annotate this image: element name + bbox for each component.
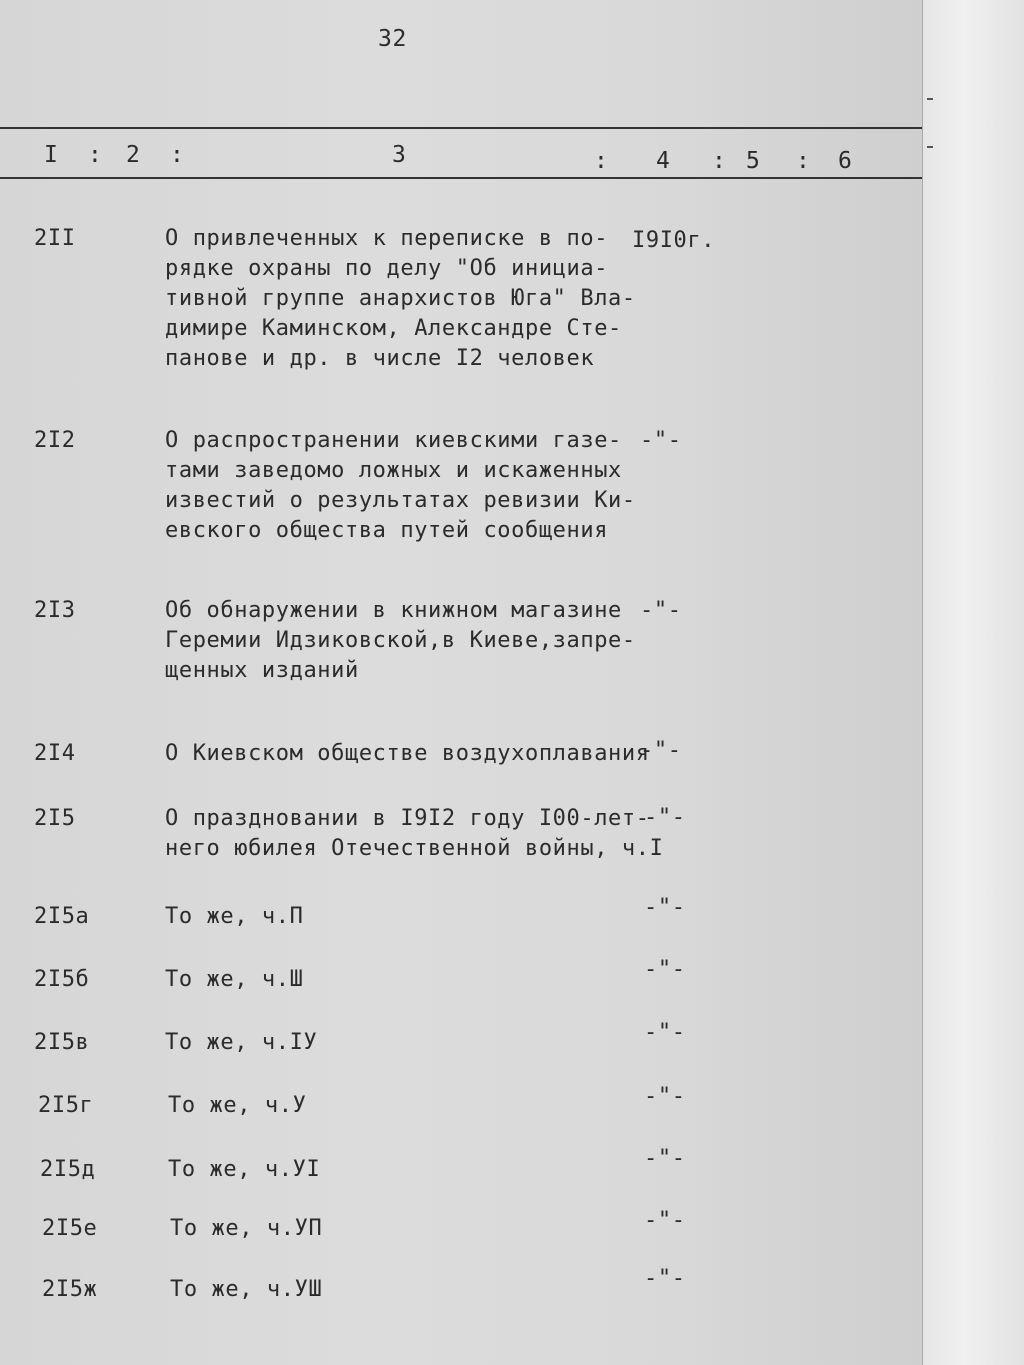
entry-number: 2I5в xyxy=(34,1030,90,1055)
entry-description xyxy=(165,739,650,769)
entry-date: -"- xyxy=(644,805,686,830)
entry-description xyxy=(170,1275,322,1305)
header-top-rule xyxy=(0,127,922,129)
entry-number: 2I5е xyxy=(42,1216,98,1241)
description-line: О праздновании в I9I2 году I00-лет- xyxy=(165,806,650,831)
entry-date: I9I0г. xyxy=(632,228,716,253)
entry-number: 2I5г xyxy=(38,1093,94,1118)
entry-date: -"- xyxy=(644,957,686,982)
description-line: То же, ч.У xyxy=(168,1093,307,1118)
entry-number: 2I5ж xyxy=(42,1277,98,1302)
entry-number: 2I3 xyxy=(34,598,76,623)
entry-date: -"- xyxy=(644,1208,686,1233)
entry-date: -"- xyxy=(644,895,686,920)
description-line: щенных изданий xyxy=(165,658,359,683)
entry-number: 2II xyxy=(34,226,76,251)
column-separator: : xyxy=(170,142,185,168)
entry-date: -"- xyxy=(644,1266,686,1291)
description-line: димире Каминском, Александре Сте- xyxy=(165,316,622,341)
description-line: Об обнаружении в книжном магазине xyxy=(165,598,622,623)
entry-date: -"- xyxy=(640,738,682,763)
description-line: То же, ч.IУ xyxy=(165,1030,318,1055)
entry-number: 2I2 xyxy=(34,428,76,453)
entry-date: -"- xyxy=(644,1146,686,1171)
entry-date: -"- xyxy=(640,598,682,623)
entry-description xyxy=(165,224,636,374)
description-line: него юбилея Отечественной войны, ч.I xyxy=(165,836,664,861)
description-line: рядке охраны по делу "Об инициа- xyxy=(165,256,609,281)
column-separator: : xyxy=(594,148,609,174)
entry-date: -"- xyxy=(644,1084,686,1109)
entry-date: -"- xyxy=(644,1020,686,1045)
entry-number: 2I5а xyxy=(34,904,90,929)
description-line: евского общества путей сообщения xyxy=(165,518,609,543)
column-3-header: 3 xyxy=(392,142,407,168)
description-line: тами заведомо ложных и искаженных xyxy=(165,458,622,483)
description-line: То же, ч.УШ xyxy=(170,1277,323,1302)
column-4-header: 4 xyxy=(656,148,671,174)
entry-description xyxy=(165,804,663,864)
entry-date: -"- xyxy=(640,428,682,453)
column-6-header: 6 xyxy=(838,148,853,174)
description-line: тивной группе анархистов Юга" Вла- xyxy=(165,286,636,311)
entry-description xyxy=(165,596,636,686)
description-line: панове и др. в числе I2 человек xyxy=(165,346,595,371)
entry-description xyxy=(165,965,303,995)
description-line: То же, ч.Ш xyxy=(165,967,304,992)
page-number: 32 xyxy=(378,26,407,52)
description-line: Геремии Идзиковской,в Киеве,запре- xyxy=(165,628,636,653)
header-bottom-rule xyxy=(0,177,922,179)
column-2-header: 2 xyxy=(126,142,141,168)
description-line: О привлеченных к переписке в по- xyxy=(165,226,609,251)
entry-number: 2I4 xyxy=(34,741,76,766)
entry-description xyxy=(168,1155,320,1185)
column-separator: : xyxy=(712,148,727,174)
description-line: То же, ч.П xyxy=(165,904,304,929)
entry-description xyxy=(165,426,636,546)
entry-number: 2I5д xyxy=(40,1157,96,1182)
entry-number: 2I5б xyxy=(34,967,90,992)
entry-description xyxy=(165,1028,317,1058)
edge-mark xyxy=(927,146,933,148)
column-1-header: I xyxy=(44,142,59,168)
entry-description xyxy=(170,1214,322,1244)
column-separator: : xyxy=(88,142,103,168)
underlying-sheet xyxy=(922,0,1024,1365)
column-5-header: 5 xyxy=(746,148,761,174)
entry-description xyxy=(165,902,303,932)
description-line: То же, ч.УI xyxy=(168,1157,321,1182)
description-line: О Киевском обществе воздухоплавания xyxy=(165,741,650,766)
edge-mark xyxy=(927,98,933,100)
description-line: То же, ч.УП xyxy=(170,1216,323,1241)
entry-description xyxy=(168,1091,306,1121)
description-line: О распространении киевскими газе- xyxy=(165,428,622,453)
entry-number: 2I5 xyxy=(34,806,76,831)
description-line: известий о результатах ревизии Ки- xyxy=(165,488,636,513)
column-separator: : xyxy=(796,148,811,174)
